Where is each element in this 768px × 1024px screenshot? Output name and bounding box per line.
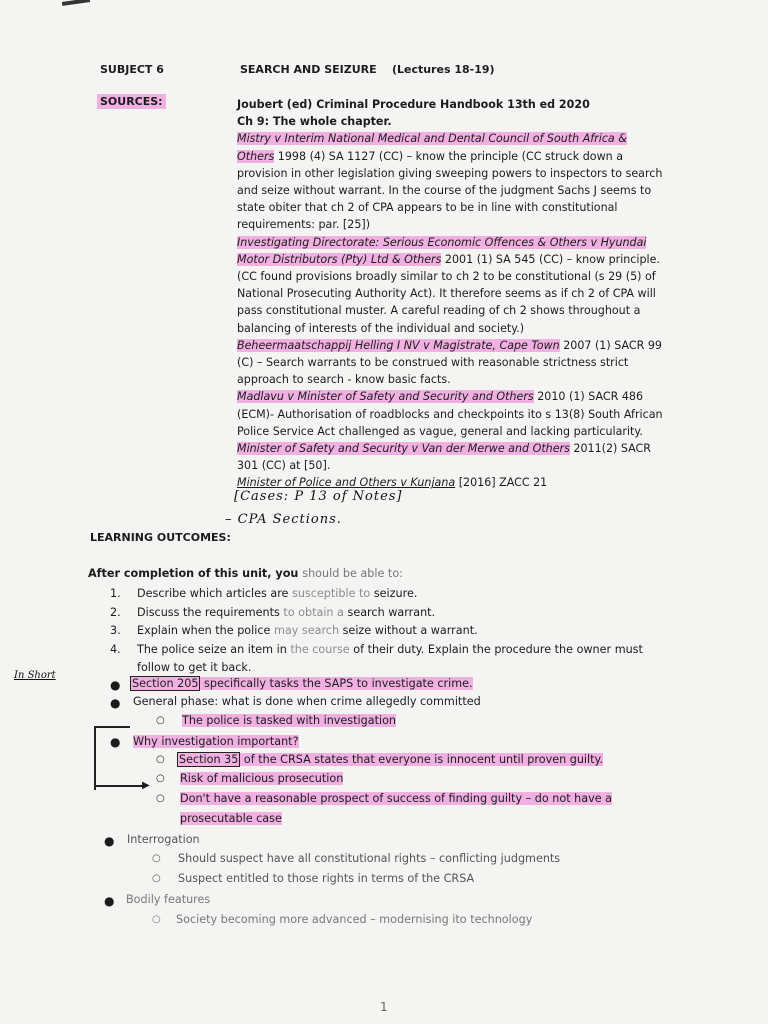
outcome-continuation: follow to get it back. bbox=[137, 661, 252, 675]
case-helling: Beheermaatschappij Helling I NV v Magistrate, Cape Town 2007 (1) SACR 99 bbox=[237, 338, 662, 352]
circle-bullet-icon: ○ bbox=[156, 793, 165, 804]
circle-bullet-icon: ○ bbox=[156, 773, 165, 784]
page-title: SEARCH AND SEIZURE (Lectures 18-19) bbox=[240, 63, 495, 76]
bullet-icon: ● bbox=[110, 696, 121, 710]
circle-bullet-icon: ○ bbox=[156, 754, 165, 765]
bullet-icon: ● bbox=[104, 894, 115, 908]
note-suspect-rights: Should suspect have all constitutional rights – conflicting judgments bbox=[178, 852, 561, 865]
learning-outcomes-heading: LEARNING OUTCOMES: bbox=[90, 531, 231, 544]
handwritten-note-cpa: – CPA Sections. bbox=[225, 512, 342, 527]
outcome-item: 1. Describe which articles are susceptible to seizure. bbox=[110, 587, 418, 600]
note-prosecutable-case: prosecutable case bbox=[180, 812, 282, 825]
note-society-advanced: Society becoming more advanced – modernising ito technology bbox=[176, 913, 533, 926]
margin-note: In Short bbox=[14, 670, 56, 681]
book-ref: Joubert (ed) Criminal Procedure Handbook 13th ed 2020 bbox=[237, 98, 590, 111]
learning-intro: After completion of this unit, you should be able to: bbox=[88, 567, 403, 580]
arrow-mark bbox=[96, 785, 146, 787]
case-hyundai: Investigating Directorate: Serious Economic Offences & Others v Hyundai bbox=[237, 235, 647, 249]
bullet-icon: ● bbox=[110, 735, 121, 749]
circle-bullet-icon: ○ bbox=[152, 914, 161, 925]
sources-label: SOURCES: bbox=[97, 94, 166, 109]
note-reasonable-prospect: Don't have a reasonable prospect of success of finding guilty – do not have a bbox=[180, 792, 613, 805]
case-kunjana: Minister of Police and Others v Kunjana [2016] ZACC 21 bbox=[237, 476, 548, 490]
chapter-ref: Ch 9: The whole chapter. bbox=[237, 115, 392, 129]
note-interrogation: Interrogation bbox=[127, 833, 200, 846]
case-mistry: Mistry v Interim National Medical and Dental Council of South Africa & bbox=[237, 132, 627, 146]
outcome-item: 4. The police seize an item in the course of their duty. Explain the procedure the owner must bbox=[110, 642, 643, 656]
case-madlavu: Madlavu v Minister of Safety and Security and Others 2010 (1) SACR 486 bbox=[237, 390, 644, 404]
circle-bullet-icon: ○ bbox=[152, 853, 161, 864]
circle-bullet-icon: ○ bbox=[156, 715, 165, 726]
bullet-icon: ● bbox=[104, 834, 115, 848]
outcome-item: 2. Discuss the requirements to obtain a search warrant. bbox=[110, 605, 436, 619]
note-bodily-features: Bodily features bbox=[126, 893, 211, 906]
outcome-item: 3. Explain when the police may search seize without a warrant. bbox=[110, 624, 478, 638]
handwritten-note-cases: [Cases: P 13 of Notes] bbox=[234, 489, 403, 504]
scan-mark bbox=[62, 0, 90, 6]
note-section-205: Section 205 specifically tasks the SAPS to investigate crime. bbox=[132, 677, 473, 690]
circle-bullet-icon: ○ bbox=[152, 873, 161, 884]
page-number: 1 bbox=[380, 1000, 388, 1014]
note-general-phase: General phase: what is done when crime allegedly committed bbox=[133, 695, 481, 708]
note-why-investigation: Why investigation important? bbox=[133, 735, 299, 748]
note-police-tasked: The police is tasked with investigation bbox=[182, 714, 397, 727]
subject-label: SUBJECT 6 bbox=[100, 63, 164, 76]
sources-list: Joubert (ed) Criminal Procedure Handbook 13th ed 2020 Ch 9: The whole chapter. Mistry v Interim National Medical and Dental Council of South Africa & Others 1998 (4) SA 1127 (CC) – know the principle (CC struck down a provision in other legislation giving sweeping powers to inspectors to search and seize without warrant. In the course of the judgment Sachs J seems to state obiter that ch 2 of CPA appears to be in line with constitutional requirements: par. [25]) Investigating Directorate: Serious Economic Offences & Others v Hyundai Motor Distributors (Pty) Ltd & Others 2001 (1) SA 545 (CC) – know principle. (CC found provisions broadly similar to ch 2 to be constitutional (s 29 (5) of National Prosecuting Authority Act). It therefore seems as if ch 2 of CPA will pass constitutional muster. A careful reading of ch 2 shows throughout a balancing of interests of the individual and society.) Beheermaatschappij Helling I NV v Magistrate, Cape Town 2007 (1) SACR 99 (C) – Search warrants to be construed with reasonable strictness strict approach to search - know basic facts. Madlavu v Minister of Safety and Security and Others 2010 (1) SACR 486 (ECM)- Authorisation of roadblocks and checkpoints ito s 13(8) South African Police Service Act challenged as vague, general and lacking particularity. Minister of Safety and Security v Van der Merwe and Others 2011(2) SACR 301 (CC) at [50]. Minister of Police and Others v Kunjana [2016] ZACC 21 bbox=[237, 96, 697, 492]
arrowhead-icon: ▶ bbox=[142, 780, 150, 791]
bullet-icon: ● bbox=[110, 678, 121, 692]
note-malicious-prosecution: Risk of malicious prosecution bbox=[180, 772, 344, 785]
note-suspect-entitled: Suspect entitled to those rights in terms of the CRSA bbox=[178, 872, 475, 885]
outcomes-list bbox=[110, 585, 643, 678]
case-vdmerwe: Minister of Safety and Security v Van der Merwe and Others 2011(2) SACR bbox=[237, 442, 651, 456]
note-section-35: Section 35 of the CRSA states that everyone is innocent until proven guilty. bbox=[179, 753, 604, 766]
